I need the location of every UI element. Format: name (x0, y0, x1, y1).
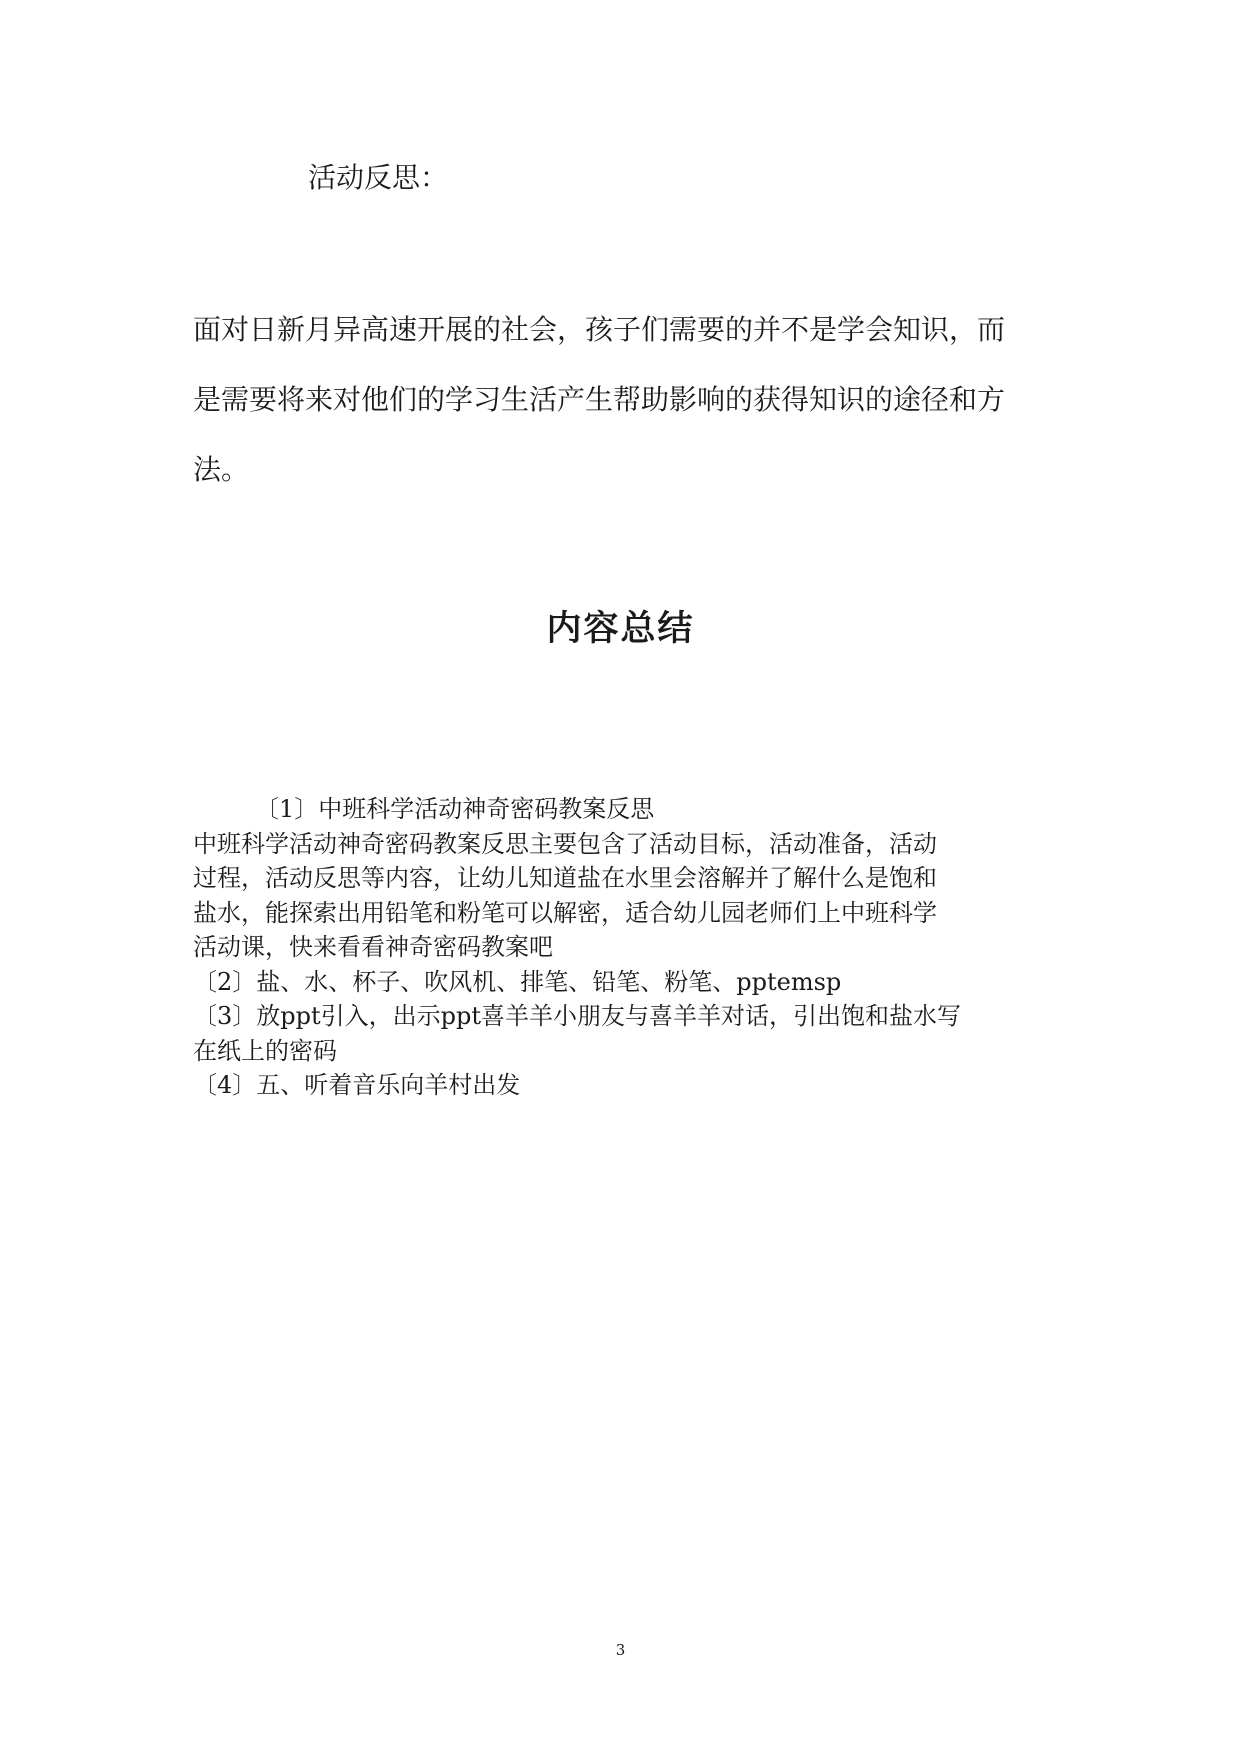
reflection-paragraph (193, 310, 1053, 520)
page-number: 3 (615, 1641, 626, 1659)
reflection-heading: 活动反思： (308, 161, 449, 194)
summary-item: 〔1〕中班科学活动神奇密码教案反思 (255, 795, 655, 823)
reflection-line: 是需要将来对他们的学习生活产生帮助影响的获得知识的途径和方 (193, 383, 1006, 416)
summary-line: 在纸上的密码 (193, 1036, 337, 1065)
summary-item: 〔4〕五、听着音乐向羊村出发 (193, 1071, 521, 1099)
reflection-line: 法。 (193, 453, 250, 486)
summary-line: 过程，活动反思等内容，让幼儿知道盐在水里会溶解并了解什么是饱和 (193, 864, 937, 892)
summary-item: 〔3〕放ppt引入，出示ppt喜羊羊小朋友与喜羊羊对话，引出饱和盐水写 (193, 1002, 962, 1030)
summary-title: 内容总结 (546, 609, 695, 649)
summary-line: 中班科学活动神奇密码教案反思主要包含了活动目标，活动准备，活动 (193, 829, 937, 858)
summary-line: 盐水，能探索出用铅笔和粉笔可以解密，适合幼儿园老师们上中班科学 (193, 898, 937, 927)
summary-line: 活动课，快来看看神奇密码教案吧 (193, 933, 553, 961)
reflection-line: 面对日新月异高速开展的社会，孩子们需要的并不是学会知识，而 (193, 313, 1006, 346)
summary-item: 〔2〕盐、水、杯子、吹风机、排笔、铅笔、粉笔、pptemsp (193, 967, 842, 996)
summary-list (193, 792, 1053, 1103)
